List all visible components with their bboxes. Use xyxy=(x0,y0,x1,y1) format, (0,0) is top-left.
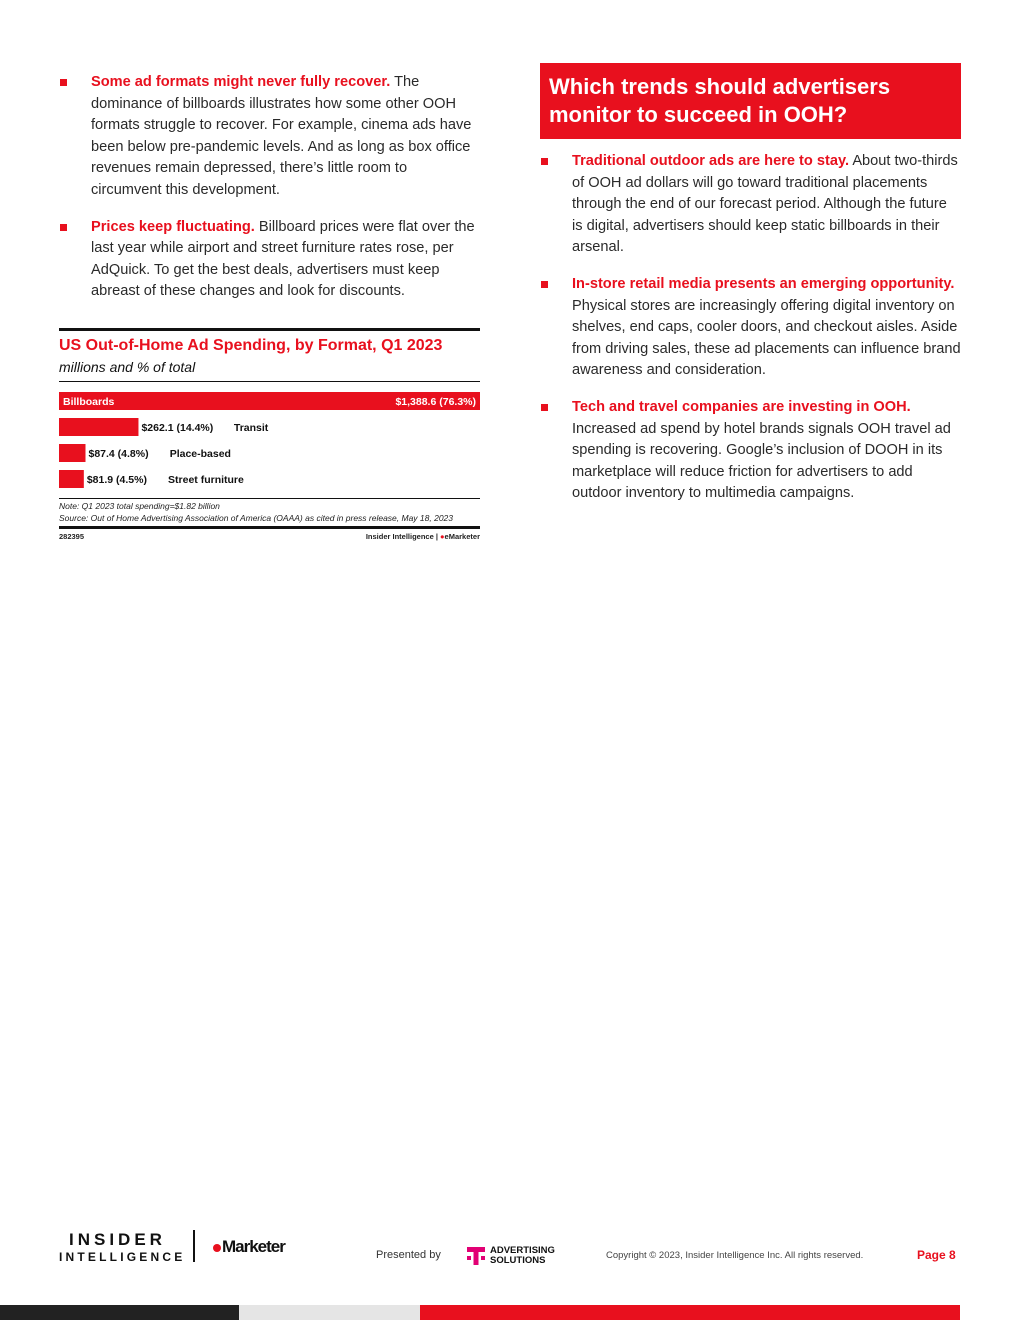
bullet-text: Physical stores are increasingly offering digital inventory on shelves, end caps, cooler doors, and checkout aisles. Aside from driving sales, these ad placements can influence brand awareness and consideration. xyxy=(572,297,961,379)
bullet-item xyxy=(540,397,961,505)
chart-id: 282395 xyxy=(59,532,85,541)
square-bullet-icon xyxy=(541,404,548,411)
right-column xyxy=(540,63,961,520)
bullet-text: Increased ad spend by hotel brands signals OOH travel ad spending is recovering. Google’s inclusion of DOOH in its marketplace will reduce friction for advertisers to add outdoor inventory to multimedia campaigns. xyxy=(572,420,951,502)
insider-intelligence-logo xyxy=(59,1231,185,1265)
value-label: $87.4 (4.8%) xyxy=(88,448,149,460)
square-bullet-icon xyxy=(541,158,548,165)
chart-meta xyxy=(59,532,480,541)
chart-note: Note: Q1 2023 total spending=$1.82 billion xyxy=(59,501,220,511)
left-bullet-list xyxy=(59,72,481,303)
right-bullet-list xyxy=(540,151,961,505)
value-label: $262.1 (14.4%) xyxy=(141,422,214,434)
emarketer-dot-icon xyxy=(213,1244,221,1252)
bullet-text: Billboard prices were flat over the last year while airport and street furniture rates rose, per AdQuick. To get the best deals, advertisers must keep abreast of these changes and look for discounts. xyxy=(91,218,475,300)
square-bullet-icon xyxy=(60,224,67,231)
page-number: Page 8 xyxy=(917,1248,956,1262)
bullet-lead: Traditional outdoor ads are here to stay. xyxy=(572,153,850,169)
footer-stripe-red xyxy=(420,1305,960,1320)
bullet-item xyxy=(59,217,481,303)
bullet-lead: Prices keep fluctuating. xyxy=(91,218,255,235)
value-label: $1,388.6 (76.3%) xyxy=(395,396,476,408)
logo-divider xyxy=(193,1230,195,1262)
category-label: Place-based xyxy=(169,448,231,460)
category-label: Transit xyxy=(233,422,269,434)
square-bullet-icon xyxy=(541,281,548,288)
chart-title: US Out-of-Home Ad Spending, by Format, Q1 2023 xyxy=(59,337,443,354)
emarketer-logo xyxy=(213,1237,285,1257)
chart-subtitle: millions and % of total xyxy=(59,359,196,375)
left-column xyxy=(59,72,481,318)
logo-line-2: INTELLIGENCE xyxy=(59,1250,186,1264)
bullet-item xyxy=(540,274,961,382)
footer-stripe-dark xyxy=(0,1305,239,1320)
square-bullet-icon xyxy=(60,79,67,86)
chart-credit-prefix: Insider Intelligence | xyxy=(365,532,441,541)
sponsor-wordmark xyxy=(490,1246,555,1266)
bullet-item xyxy=(540,151,961,259)
bar-place-based xyxy=(59,444,85,462)
footer-stripe-grey xyxy=(239,1305,420,1320)
chart-bottom-rule xyxy=(59,526,480,529)
section-heading: Which trends should advertisers monitor to succeed in OOH? xyxy=(540,63,961,139)
chart-note-rule xyxy=(59,498,480,499)
category-label: Street furniture xyxy=(168,474,244,486)
t-mobile-logo-icon xyxy=(467,1245,485,1267)
chart-credit-dot: ● xyxy=(440,532,445,541)
spending-chart xyxy=(59,328,480,541)
chart-top-rule xyxy=(59,328,480,331)
logo-line-1: INSIDER xyxy=(69,1230,166,1249)
bullet-item xyxy=(59,72,481,202)
presented-by-label: Presented by xyxy=(376,1249,441,1261)
category-label: Billboards xyxy=(63,396,115,408)
bullet-text: About two-thirds of OOH ad dollars will go toward traditional placements through the end of our forecast period. Although the future is digital, advertisers should keep static billboards in their arsenal. xyxy=(572,153,958,256)
sponsor-line-1: ADVERTISING xyxy=(490,1245,555,1256)
chart-credit-brand: eMarketer xyxy=(444,532,480,541)
chart-source: Source: Out of Home Advertising Association of America (OAAA) as cited in press release, May 18, 2023 xyxy=(59,512,454,523)
sponsor-line-2: SOLUTIONS xyxy=(490,1255,546,1266)
bar-transit xyxy=(59,418,138,436)
bullet-lead: In-store retail media presents an emerging opportunity. xyxy=(572,275,955,292)
value-label: $81.9 (4.5%) xyxy=(86,474,147,486)
copyright-text: Copyright © 2023, Insider Intelligence Inc. All rights reserved. xyxy=(606,1250,864,1261)
chart-credit xyxy=(366,532,480,541)
bullet-lead: Tech and travel companies are investing in OOH. xyxy=(572,398,911,415)
bullet-text: The dominance of billboards illustrates how some other OOH formats struggle to recover. For example, cinema ads have been below pre-pandemic levels. And as long as box office revenues remain depressed, there’s little room to circumvent this development. xyxy=(91,74,472,198)
bullet-lead: Some ad formats might never fully recover. xyxy=(91,74,391,90)
emarketer-wordmark: Marketer xyxy=(222,1237,285,1256)
bar-chart-plot xyxy=(59,382,480,498)
bar-street-furniture xyxy=(59,470,84,488)
